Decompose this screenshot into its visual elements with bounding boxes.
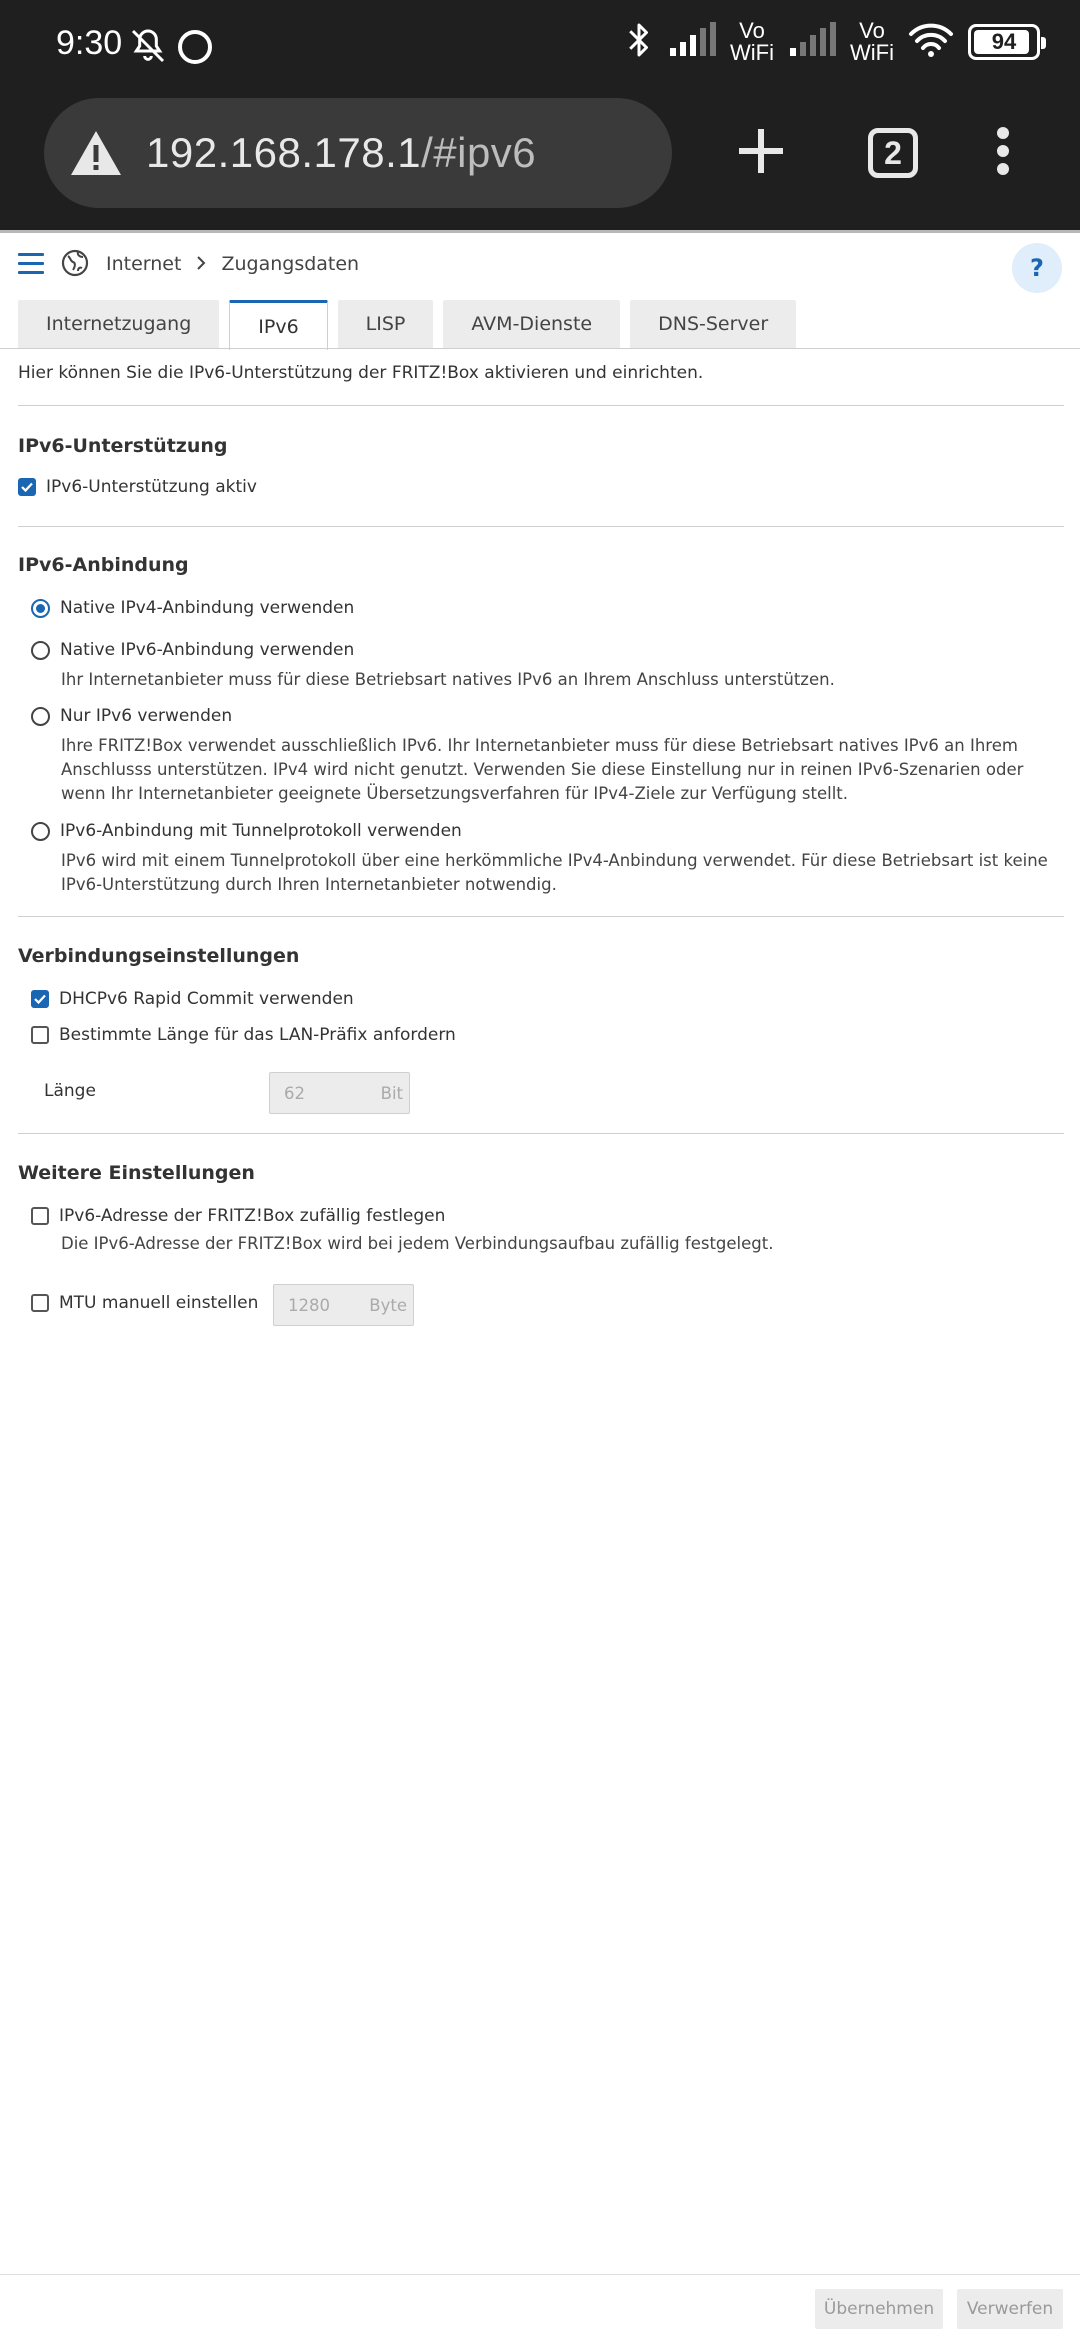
rapid-commit-label: DHCPv6 Rapid Commit verwenden: [59, 989, 354, 1009]
url-text[interactable]: [146, 129, 536, 177]
length-value: 62: [284, 1083, 305, 1103]
divider: [18, 916, 1064, 917]
address-bar[interactable]: [44, 98, 672, 208]
ipv6-support-checkbox[interactable]: [18, 478, 36, 496]
radio-option-native-ipv6[interactable]: [31, 640, 354, 660]
tab-lisp[interactable]: LISP: [338, 300, 434, 348]
breadcrumb: [106, 252, 359, 276]
ipv6-support-option[interactable]: [18, 477, 257, 497]
battery-level: 94: [991, 29, 1017, 54]
tab-avm-dienste[interactable]: AVM-Dienste: [443, 300, 620, 348]
tab-bar: [18, 300, 796, 348]
action-footer: [0, 2274, 1080, 2340]
mtu-label: MTU manuell einstellen: [59, 1293, 259, 1313]
vowifi-indicator-2: [850, 20, 894, 64]
bell-muted-icon: [128, 26, 168, 70]
battery-icon: [968, 24, 1040, 60]
random-address-checkbox[interactable]: [31, 1207, 49, 1225]
option-description: Ihre FRITZ!Box verwendet ausschließlich IPv6. Ihr Internetanbieter muss für diese Betriebsart natives IPv6 an Ihrem Anschlusss unterstützen. IPv4 wird nicht genutzt. Verwenden Sie diese Einstellung nur in reinen IPv6-Szenarien oder wenn Ihr Internetanbieter geeignete Übersetzungsverfahren für IPv4-Ziele zur Verfügung stellt.: [61, 736, 1024, 803]
url-path: /#ipv6: [421, 129, 537, 176]
browser-menu-button[interactable]: [968, 118, 1038, 188]
plus-icon: [736, 126, 786, 180]
divider: [18, 1133, 1064, 1134]
signal-icon: [668, 22, 716, 62]
mtu-unit: Byte: [369, 1295, 407, 1315]
section-heading-connection: Verbindungseinstellungen: [18, 945, 300, 967]
menu-icon[interactable]: [18, 253, 44, 275]
chevron-right-icon: [195, 252, 207, 276]
length-label: Länge: [44, 1081, 96, 1101]
radio-tunnel[interactable]: [31, 822, 50, 841]
radio-native-ipv4[interactable]: [31, 599, 50, 618]
section-heading-support: IPv6-Unterstützung: [18, 435, 228, 457]
url-host: 192.168.178.1: [146, 129, 422, 176]
radio-native-ipv6[interactable]: [31, 641, 50, 660]
circle-status-icon: [178, 30, 212, 64]
intro-text: Hier können Sie die IPv6-Unterstützung der FRITZ!Box aktivieren und einrichten.: [18, 363, 704, 383]
radio-label: Native IPv4-Anbindung verwenden: [60, 598, 355, 618]
vo-label: Vo: [739, 18, 765, 43]
radio-ipv6-only[interactable]: [31, 707, 50, 726]
mtu-option[interactable]: [31, 1293, 258, 1313]
rapid-commit-checkbox[interactable]: [31, 990, 49, 1008]
tab-divider: [0, 348, 1080, 349]
wifi-label: WiFi: [850, 40, 894, 65]
warning-icon[interactable]: [64, 121, 128, 185]
apply-button[interactable]: Übernehmen: [815, 2289, 943, 2329]
prefix-length-label: Bestimmte Länge für das LAN-Präfix anfordern: [59, 1025, 456, 1045]
tab-dns-server[interactable]: DNS-Server: [630, 300, 796, 348]
length-unit: Bit: [380, 1083, 403, 1103]
breadcrumb-internet[interactable]: Internet: [106, 253, 182, 275]
new-tab-button[interactable]: [726, 118, 796, 188]
status-icons: [624, 20, 1040, 64]
section-heading-further: Weitere Einstellungen: [18, 1162, 255, 1184]
globe-icon: [60, 248, 90, 282]
more-vert-icon: [996, 126, 1010, 180]
browser-toolbar: [0, 90, 1080, 230]
radio-option-ipv6-only[interactable]: [31, 706, 232, 726]
radio-label: Nur IPv6 verwenden: [60, 706, 233, 726]
radio-label: IPv6-Anbindung mit Tunnelprotokoll verwenden: [60, 821, 462, 841]
breadcrumb-current: Zugangsdaten: [221, 253, 360, 275]
tab-switcher-button[interactable]: [858, 118, 928, 188]
random-address-option[interactable]: [31, 1206, 445, 1226]
radio-label: Native IPv6-Anbindung verwenden: [60, 640, 355, 660]
section-heading-binding: IPv6-Anbindung: [18, 554, 189, 576]
tab-count: 2: [868, 128, 918, 178]
wifi-icon: [908, 22, 954, 62]
wifi-label: WiFi: [730, 40, 775, 65]
ipv6-support-label: IPv6-Unterstützung aktiv: [46, 477, 257, 497]
vowifi-indicator: [730, 20, 774, 64]
bluetooth-icon: [624, 20, 654, 64]
random-address-label: IPv6-Adresse der FRITZ!Box zufällig festlegen: [59, 1206, 446, 1226]
status-bar: [0, 0, 1080, 90]
divider: [18, 405, 1064, 406]
radio-option-native-ipv4[interactable]: [31, 598, 354, 618]
breadcrumb-bar: [0, 233, 1080, 297]
option-description: IPv6 wird mit einem Tunnelprotokoll über eine herkömmliche IPv4-Anbindung verwendet. Für diese Betriebsart ist keine IPv6-Unterstützung durch Ihren Internetanbieter notwendig.: [61, 851, 1048, 894]
clock: 9:30: [56, 24, 123, 62]
divider: [18, 526, 1064, 527]
option-description: Ihr Internetanbieter muss für diese Betriebsart natives IPv6 an Ihrem Anschluss unterstützen.: [61, 670, 835, 689]
tab-internetzugang[interactable]: Internetzugang: [18, 300, 219, 348]
mtu-input[interactable]: [273, 1284, 414, 1326]
random-address-description: Die IPv6-Adresse der FRITZ!Box wird bei jedem Verbindungsaufbau zufällig festgelegt.: [61, 1234, 774, 1253]
rapid-commit-option[interactable]: [31, 989, 354, 1009]
mtu-value: 1280: [288, 1295, 330, 1315]
prefix-length-option[interactable]: [31, 1025, 456, 1045]
length-input[interactable]: [269, 1072, 410, 1114]
help-button[interactable]: ?: [1012, 243, 1062, 293]
discard-button[interactable]: Verwerfen: [957, 2289, 1063, 2329]
prefix-length-checkbox[interactable]: [31, 1026, 49, 1044]
signal-icon-2: [788, 22, 836, 62]
mtu-checkbox[interactable]: [31, 1294, 49, 1312]
radio-option-tunnel[interactable]: [31, 821, 462, 841]
vo-label: Vo: [859, 18, 885, 43]
tab-ipv6[interactable]: IPv6: [229, 300, 327, 350]
